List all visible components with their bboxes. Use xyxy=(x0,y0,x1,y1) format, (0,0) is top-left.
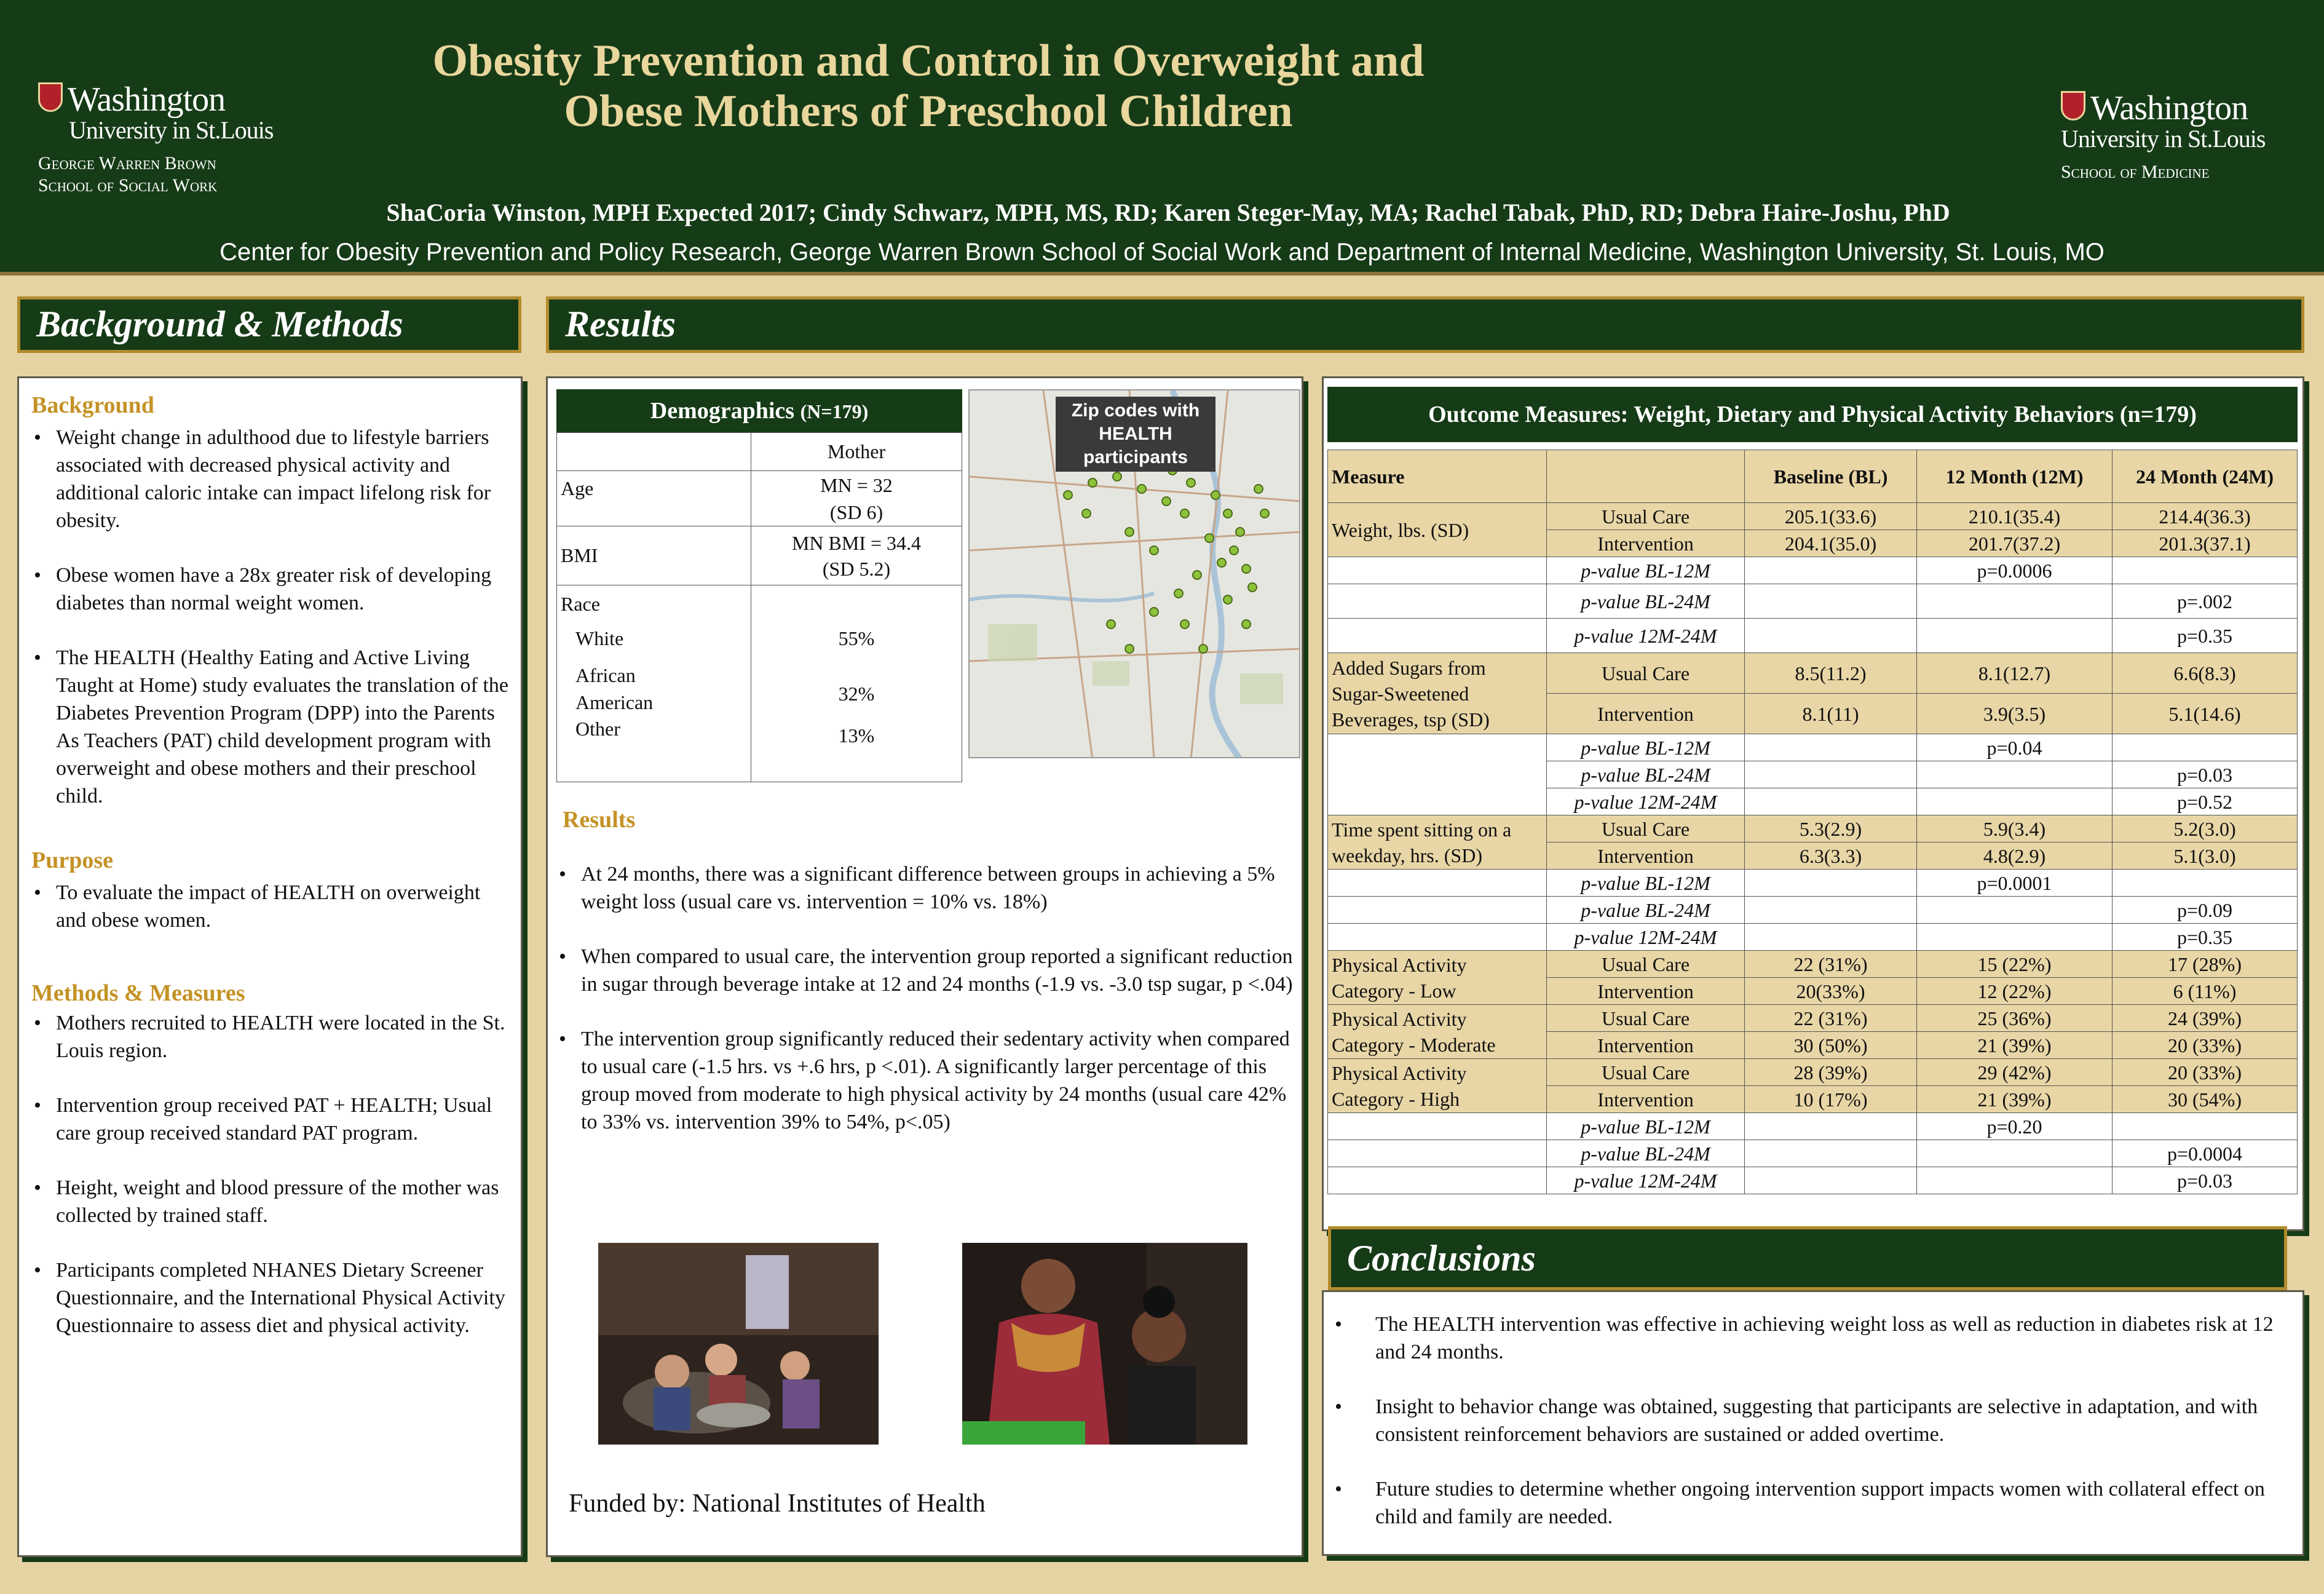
list-item: • The HEALTH (Healthy Eating and Active Living Taught at Home) study evaluates the translation of the Diabetes Prevention Program (DPP) into the Parents As Teachers (PAT) child development program with overweight and obese mothers and their preschool child. xyxy=(31,644,508,810)
list-item: • Weight change in adulthood due to lifestyle barriers associated with decreased physical activity and additional caloric intake can impact lifelong risk for obesity. xyxy=(31,424,508,534)
demographics-title: Demographics (N=179) xyxy=(556,389,962,432)
outcome-panel xyxy=(1322,376,2304,1231)
list-item: • Obese women have a 28x greater risk of developing diabetes than normal weight women. xyxy=(31,561,508,617)
row-label-pa-high: Physical Activity Category - High xyxy=(1328,1059,1547,1113)
conclusions-heading: Conclusions xyxy=(1328,1226,2287,1290)
university-shield-icon xyxy=(38,82,63,112)
poster-header xyxy=(0,0,2324,276)
row-label-pa-low: Physical Activity Category - Low xyxy=(1328,951,1547,1005)
methods-list xyxy=(31,1009,508,1339)
list-item: • The HEALTH intervention was effective in achieving weight loss as well as reduction in diabetes risk at 12 and 24 months. xyxy=(1332,1310,2291,1366)
results-list xyxy=(556,860,1294,1136)
demographics-table: Demographics (N=179) Mother Age MN = 32 (SD 6) BMI MN BMI = 34.4 (SD 5.2) Race White African American Other 55% 32% 13% xyxy=(556,389,962,782)
results-heading: Results xyxy=(546,296,2304,353)
methods-subheading: Methods & Measures xyxy=(31,980,245,1006)
outcome-table: Outcome Measures: Weight, Dietary and Physical Activity Behaviors (n=179) Measure Baseline (BL) 12 Month (12M) 24 Month (24M) Weight, lbs. (SD) Usual Care 205.1(33.6) 210.1(35.4) 214.4(36.3) Intervention 204.1(35.0) 201.7(37.2) 201.3(37.1) p-value BL-12M p=0.0006 p-value BL-24M p=.002 p-value 12M-24M p=0.35 Added Sugars from Sugar-Sweetened Beverages, tsp (SD) Usual Care 8.5(11.2) 8.1(12.7) 6.6(8.3) Intervention 8.1(11) 3.9(3.5) 5.1(14.6) p-value BL-12M p=0.04 p-value BL-24M p=0.03 p-value 12M-24M p=0.52 Time spent sitting on a weekday, hrs. (SD) Usual Care 5.3(2.9) 5.9(3.4) 5.2(3.0) Intervention 6.3(3.3) 4.8(2.9) 5.1(3.0) p-value BL-12M p=0.0001 p-value BL-24M p=0.09 p-value 12M-24M p=0.35 Physical Activity Category - Low Usual Care 22 (31%) 15 (22%) 17 (28%) Intervention 20(33%) 12 (22%) 6 (11%) Physical Activity Category - Moderate Usual Care 22 (31%) 25 (36%) 24 (39%) Intervention 30 (50%) 21 (39%) 20 (33%) Physical Activity Category - High Usual Care 28 (39%) 29 (42%) 20 (33%) Intervention 10 (17%) 21 (39%) 30 (54%) p-value BL-12M p=0.20 p-value BL-24M p=0.0004 p-value 12M-24M p=0.03 xyxy=(1327,387,2298,1194)
row-label-weight: Weight, lbs. (SD) xyxy=(1328,503,1547,557)
background-list xyxy=(31,424,508,810)
list-item: • Insight to behavior change was obtained, suggesting that participants are selective in adaptation, and with consistent reinforcement behaviors are sustained or added overtime. xyxy=(1332,1393,2291,1448)
list-item: • When compared to usual care, the intervention group reported a significant reduction in sugar through beverage intake at 12 and 24 months (-1.9 vs. -3.0 tsp sugar, p <.04) xyxy=(556,943,1294,998)
wustl-medicine-logo: Washington University in St.Louis School of Medicine xyxy=(2061,89,2266,182)
family-photo-2 xyxy=(962,1243,1247,1445)
results-panel xyxy=(546,376,1303,1557)
affiliation: Center for Obesity Prevention and Policy Research, George Warren Brown School of Social Work and Department of Internal Medicine, Washington University, St. Louis, MO xyxy=(219,239,2105,266)
family-photo-1 xyxy=(598,1243,879,1445)
list-item: • At 24 months, there was a significant difference between groups in achieving a 5% weight loss (usual care vs. intervention = 10% vs. 18%) xyxy=(556,860,1294,916)
poster-title: Obesity Prevention and Control in Overweight and Obese Mothers of Preschool Children xyxy=(432,36,1425,137)
row-label-pa-moderate: Physical Activity Category - Moderate xyxy=(1328,1005,1547,1059)
purpose-subheading: Purpose xyxy=(31,847,113,873)
conclusions-panel xyxy=(1322,1290,2304,1556)
list-item: • Height, weight and blood pressure of the mother was collected by trained staff. xyxy=(31,1174,508,1229)
list-item: • To evaluate the impact of HEALTH on overweight and obese women. xyxy=(31,879,508,934)
list-item: • The intervention group significantly reduced their sedentary activity when compared to usual care (-1.5 hrs. vs +.6 hrs, p <.01). A significantly larger percentage of this group moved from moderate to high physical activity by 24 months (usual care 42% to 33% vs. intervention 39% to 54%, p<.05) xyxy=(556,1025,1294,1136)
map-label: Zip codes with HEALTH participants xyxy=(1056,397,1215,472)
participant-zip-map xyxy=(968,389,1300,758)
conclusions-list xyxy=(1332,1310,2291,1531)
list-item: • Mothers recruited to HEALTH were located in the St. Louis region. xyxy=(31,1009,508,1065)
wustl-brown-school-logo: Washington University in St.Louis George Warren Brown School of Social Work xyxy=(38,81,274,196)
funding-note: Funded by: National Institutes of Health xyxy=(569,1489,986,1518)
background-subheading: Background xyxy=(31,392,154,418)
author-list: ShaCoria Winston, MPH Expected 2017; Cindy Schwarz, MPH, MS, RD; Karen Steger-May, MA; Rachel Tabak, PhD, RD; Debra Haire-Joshu, PhD xyxy=(386,199,1950,226)
row-label-sitting: Time spent sitting on a weekday, hrs. (SD) xyxy=(1328,815,1547,870)
list-item: • Participants completed NHANES Dietary Screener Questionnaire, and the International Physical Activity Questionnaire to assess diet and physical activity. xyxy=(31,1256,508,1339)
background-methods-heading: Background & Methods xyxy=(17,296,521,353)
results-subheading: Results xyxy=(563,807,636,833)
row-label-sugar: Added Sugars from Sugar-Sweetened Beverages, tsp (SD) xyxy=(1328,653,1547,734)
list-item: • Future studies to determine whether ongoing intervention support impacts women with collateral effect on child and family are needed. xyxy=(1332,1475,2291,1531)
background-methods-panel xyxy=(17,376,523,1557)
col-header-mother: Mother xyxy=(751,433,962,471)
outcome-table-title: Outcome Measures: Weight, Dietary and Physical Activity Behaviors (n=179) xyxy=(1327,387,2298,442)
list-item: • Intervention group received PAT + HEALTH; Usual care group received standard PAT program. xyxy=(31,1092,508,1147)
purpose-list xyxy=(31,879,508,934)
university-shield-icon xyxy=(2061,91,2085,121)
